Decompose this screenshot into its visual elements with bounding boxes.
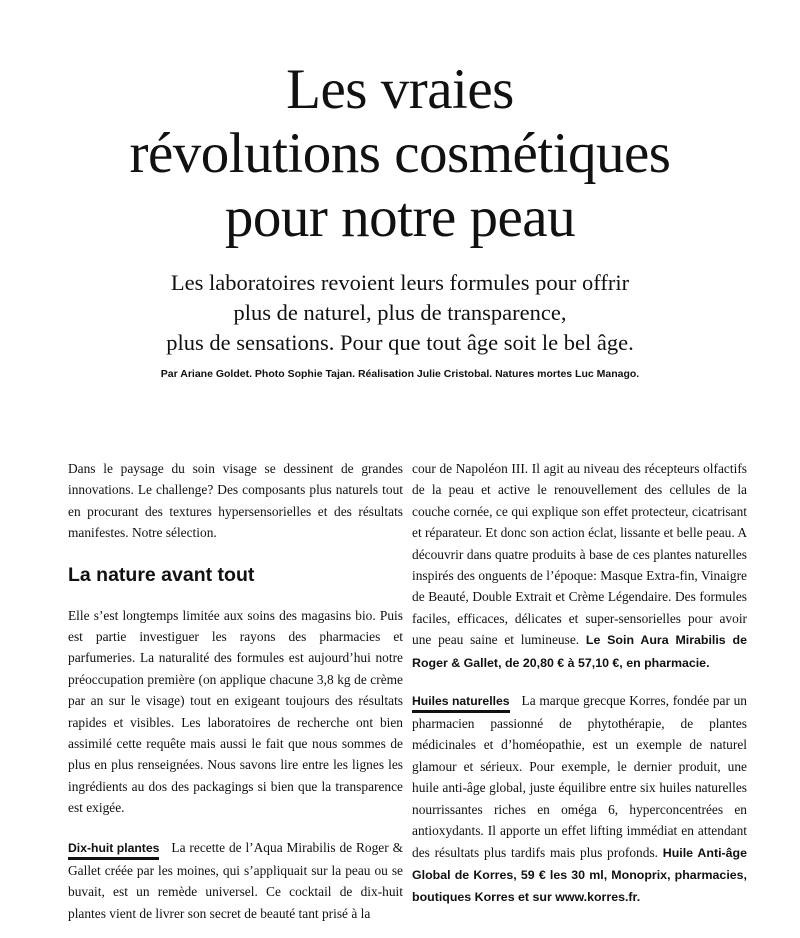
headline-line-1: Les vraies bbox=[286, 58, 514, 121]
huiles-naturelles-kicker: Huiles naturelles bbox=[412, 694, 510, 713]
standfirst-line-2: plus de naturel, plus de transparence, bbox=[233, 300, 567, 325]
section-body: Elle s’est longtemps limitée aux soins des magasins bio. Puis est partie investiguer les rayons des pharmacies et parfumeries. La naturalité des formules est aujourd’hui notre préoccupation première (on applique chacune 3,8 kg de crème par an sur le visage) tout en exigeant toujours des résultats rapides et visibles. Les laboratoires de recherche ont bien assimilé cette requête mais aussi le fait que nous sommes de plus en plus renseignées. Nous savons lire entre les lignes les ingrédients au dos des packagings si bien que la transparence est exigée. bbox=[68, 607, 403, 816]
column-left bbox=[68, 458, 403, 924]
intro-paragraph: Dans le paysage du soin visage se dessinent de grandes innovations. Le challenge? Des composants plus naturels tout en procurant des textures hypersensorielles et des résultats manifestes. Notre sélection. bbox=[68, 461, 403, 541]
standfirst-line-1: Les laboratoires revoient leurs formules pour offrir bbox=[170, 270, 630, 295]
huiles-naturelles-body: La marque grecque Korres, fondée par un pharmacien passionné de phytothérapie, de plantes médicinales et d’homéopathie, est un exemple de naturel glamour et sérieux. Pour exemple, le dernier produit, une huile anti-âge global, juste équilibre entre six huiles naturelles nourrissantes riches en oméga 6, hyperconcentrées en antioxydants. Il apporte un effet lifting immédiat en attendant des résultats plus tardifs mais plus profonds. bbox=[412, 693, 747, 860]
dix-huit-plantes-kicker: Dix-huit plantes bbox=[68, 841, 159, 860]
dix-huit-plantes-body: La recette de l’Aqua Mirabilis de Roger & Gallet créée par les moines, qui s’appliquait sur la peau ou se buvait, est un remède universel. Ce cocktail de dix-huit plantes vient de livrer son secret de beauté tant prisé à la bbox=[68, 839, 403, 921]
roger-gallet-product-info: Le Soin Aura Mirabilis de Roger & Gallet, de 20,80 € à 57,10 €, en pharmacie. bbox=[412, 633, 747, 670]
section-heading: La nature avant tout bbox=[68, 563, 255, 586]
headline-line-3: pour notre peau bbox=[224, 186, 576, 249]
headline-line-2: révolutions cosmétiques bbox=[129, 122, 671, 185]
headline bbox=[0, 58, 800, 250]
column-right bbox=[412, 458, 747, 909]
dix-huit-plantes-continued: cour de Napoléon III. Il agit au niveau des récepteurs olfactifs de la peau et active le renouvellement des cellules de la couche cornée, ce qui explique son effet protecteur, cicatrisant et réparateur. Et donc son action éclat, lissante et belle peau. A découvrir dans quatre produits à base de ces plantes naturelles inspirés des onguents de l’époque: Masque Extra-fin, Vinaigre de Beauté, Double Extrait et Crème Légendaire. Des formules faciles, efficaces, délicates et super-sensorielles pour avoir une peau saine et lumineuse. bbox=[412, 461, 747, 648]
standfirst bbox=[0, 268, 800, 358]
korres-product-info: Huile Anti-âge Global de Korres, 59 € les 30 ml, Monoprix, pharmacies, boutiques Korres et sur www.korres.fr. bbox=[412, 845, 747, 905]
credits-line: Par Ariane Goldet. Photo Sophie Tajan. Réalisation Julie Cristobal. Natures mortes Luc Manago. bbox=[160, 368, 640, 380]
standfirst-line-3: plus de sensations. Pour que tout âge soit le bel âge. bbox=[166, 330, 634, 355]
dix-huit-plantes-paragraph bbox=[68, 837, 403, 924]
napoleon-paragraph bbox=[412, 458, 747, 674]
huiles-naturelles-paragraph bbox=[412, 690, 747, 909]
